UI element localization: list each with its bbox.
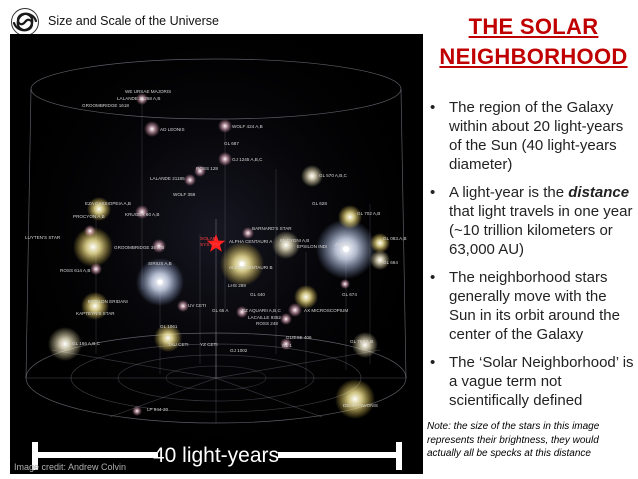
star-label: GL 628 [312, 201, 327, 206]
star-label: EPSILON ERIDANI [88, 299, 128, 304]
star-label: GL 083.A,B [383, 236, 407, 241]
bullet-text: The region of the Galaxy within about 20 light-years of the Sun (40 light-years diameter) [449, 99, 624, 173]
star-label: EPSILON INDI [297, 244, 328, 249]
star-label: ROSS 614 A,B [60, 268, 91, 273]
star-gl-702 [338, 205, 362, 229]
star-wolf-424 [218, 119, 232, 133]
star-label: GLIESE 406 [286, 335, 312, 340]
star-label: EZ AQUARII A,B,C [242, 308, 281, 313]
bullet-dot-icon: • [430, 354, 436, 371]
star-gj-1245 [218, 152, 232, 166]
scale-label: 40 light-years [152, 444, 280, 467]
bullet-dot-icon: • [430, 184, 436, 201]
star-gl-783 [352, 332, 378, 358]
star-label: ALPHA CENTAURI A [229, 239, 273, 244]
star-label: GL 702 A,B [357, 211, 381, 216]
solar-neighborhood-star-map [10, 34, 423, 474]
star-label: GL 674 [342, 292, 357, 297]
star-label: LALANDE 21258 A,B [117, 96, 161, 101]
star-label: DELTA PAVONIS [343, 403, 378, 408]
slide-title-line1: THE SOLAR [468, 14, 599, 39]
sun-label-line2: SYSTEM [200, 243, 220, 248]
star-label: GL 664 [383, 260, 398, 265]
bullet-text: that light travels in one year (~10 trillion kilometers or 63,000 AU) [449, 203, 633, 258]
star-label: LACAILLE 9352 [248, 315, 281, 320]
star-label: GL 570 A,B,C [319, 173, 347, 178]
star-lalande-21185 [184, 174, 196, 186]
star-label: LALANDE 21185 [150, 176, 185, 181]
star-label: SIRIUS A,B [148, 261, 172, 266]
star-label: GJ 1245 A,B,C [232, 157, 263, 162]
bullet-item [423, 98, 635, 174]
star-label: 61 CYGNI A,B [280, 238, 310, 243]
star-label: AD LEONIS [160, 127, 185, 132]
star-label: GL 65 A [212, 308, 229, 313]
star-label: LUYTEN'S STAR [25, 235, 61, 240]
bullet-text: A light-year is the [449, 184, 569, 201]
star-label: UV CETI [188, 303, 207, 308]
bullet-item [423, 183, 635, 259]
slide-title [436, 12, 631, 72]
star-label: GJ 1002 [230, 348, 248, 353]
star-label: YZ CETI [200, 342, 218, 347]
star-label: GROOMBRIDGE 34 A,B [114, 245, 165, 250]
bullet-dot-icon: • [430, 99, 436, 116]
star-label: ROSS 128 [196, 166, 218, 171]
star-label: GL 783 A,B [350, 339, 374, 344]
star-label: PROCYON A,B [73, 214, 105, 219]
star-label: ROSS 248 [256, 321, 278, 326]
star-label: KAPTEYN'S STAR [76, 311, 115, 316]
deck-title: Size and Scale of the Universe [48, 14, 219, 28]
star-61-cygni [272, 231, 300, 259]
star-delta-pavonis [335, 379, 375, 419]
bullet-item [423, 353, 635, 410]
star-label: WOLF 424 A,B [232, 124, 263, 129]
star-label: TAU CETI [168, 342, 189, 347]
bullet-text: The neighborhood stars generally move with the Sun in its orbit around the center of the Galaxy [449, 269, 620, 343]
star-label: KRUGER 60 A,B [125, 212, 160, 217]
star-label: BARNARD'S STAR [252, 226, 292, 231]
star-label: WOLF 359 [173, 192, 196, 197]
slide-title-line2: NEIGHBORHOOD [439, 44, 628, 69]
star-label: LHS 288 [228, 283, 246, 288]
star-label: AX MICROSCOPIUM [304, 308, 349, 313]
bullet-item [423, 268, 635, 344]
footnote: Note: the size of the stars in this image represents their brightness, they would actually all be specks at this distance [427, 421, 600, 459]
star-label: EZA CASSIOPEIA A,B [85, 201, 131, 206]
star-label: GL 166 A,B,C [72, 341, 100, 346]
star-label: GL 1061 [160, 324, 178, 329]
star-ross-614 [90, 263, 102, 275]
star-gl-674 [340, 279, 350, 289]
bullet-text: The ‘Solar Neighborhood’ is a vague term not scientifically defined [449, 354, 634, 409]
star-label: LP 944-20 [147, 407, 169, 412]
image-credit: Image credit: Andrew Colvin [14, 462, 127, 472]
star-lp-944 [132, 406, 142, 416]
star-label: ALPHA CENTAURI B [229, 265, 273, 270]
bullet-dot-icon: • [430, 269, 436, 286]
star-luytens [84, 225, 96, 237]
star-map-graphic [10, 34, 423, 474]
bullet-emphasis: distance [568, 184, 630, 201]
galaxy-spiral-logo-icon [10, 7, 40, 37]
star-label: ALTAIR [335, 242, 351, 247]
bullet-list [423, 98, 635, 419]
star-label: GL 687 [224, 141, 239, 146]
sun-label-line1: SOLAR [200, 237, 217, 242]
star-label: GL 1 [282, 343, 292, 348]
star-label: WE URSAE MAJORIS [125, 89, 172, 94]
star-ross-248 [280, 313, 292, 325]
star-label: GROOMBRIDGE 1618 [82, 103, 129, 108]
star-ad-leonis [144, 121, 160, 137]
star-label: GL 440 [250, 292, 265, 297]
